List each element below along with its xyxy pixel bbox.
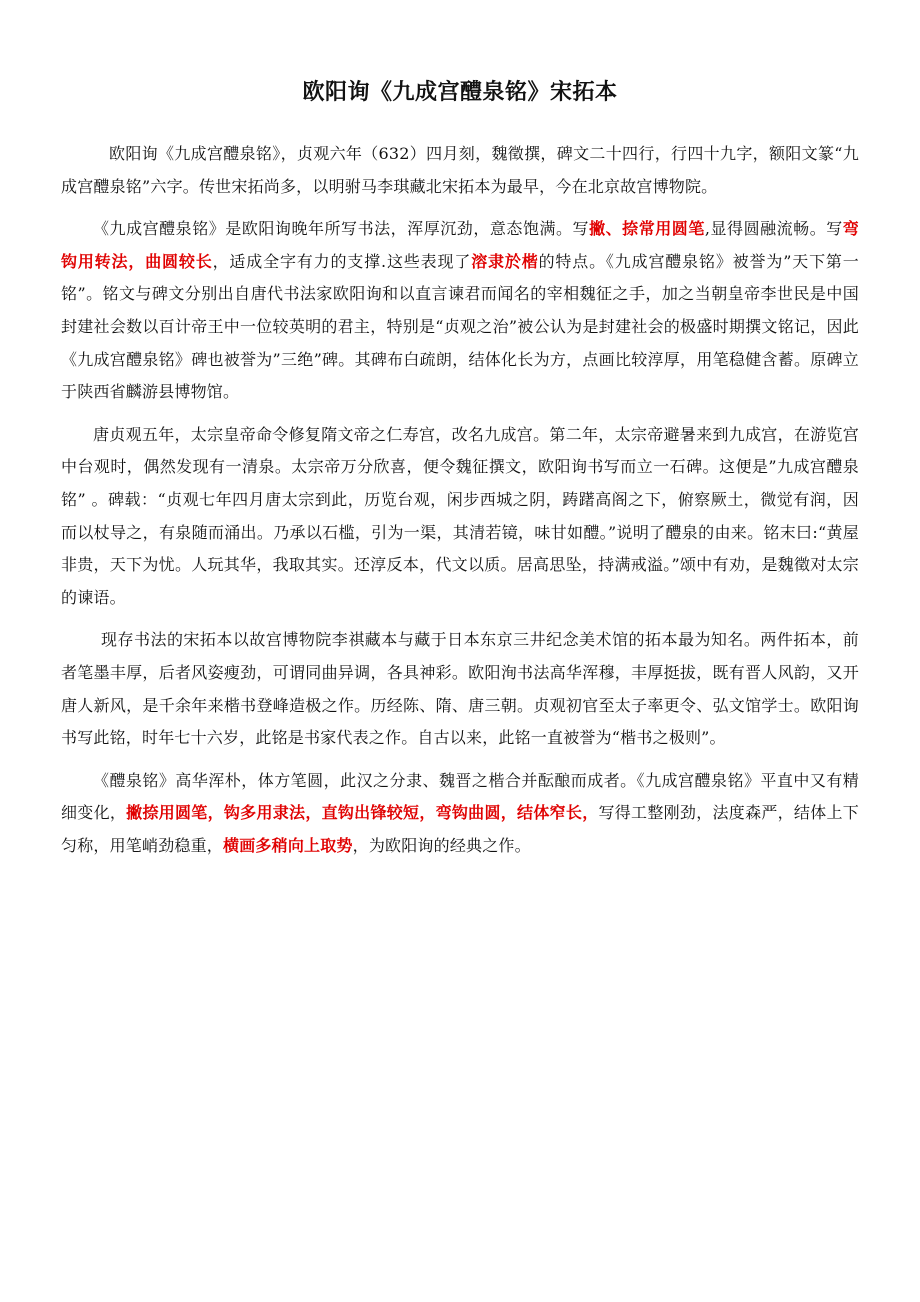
paragraph-intro: 欧阳询《九成宫醴泉铭》，贞观六年（632）四月刻，魏徵撰，碑文二十四行，行四十九字，额阳文篆“九成宫醴泉铭”六字。传世宋拓尚多，以明驸马李琪藏北宋拓本为最早，今在北京故宫博物院。 (61, 144, 859, 196)
paragraph-gap (61, 755, 859, 765)
highlight-text: 溶隶於楷 (471, 251, 539, 271)
paragraph-gap (61, 203, 859, 213)
highlight-text: 横画多稍向上取势 (223, 835, 353, 855)
document-page (61, 70, 859, 862)
text-run: 《醴泉铭》高华浑朴，体方笔圆，此汉之分隶、魏晋之楷合并酝酿而成者。《九成宫醴泉铭》平直中又有精细变化， (61, 770, 859, 823)
text-run: ，为欧阳询的经典之作。 (352, 835, 531, 855)
page-title: 欧阳询《九成宫醴泉铭》宋拓本 (302, 80, 618, 105)
paragraph-gap (61, 614, 859, 624)
paragraph-features (61, 765, 859, 863)
text-run: ，适成全字有力的支撑.这些表现了 (212, 251, 472, 271)
text-run: 的特点。《九成宫醴泉铭》被誉为”天下第一铭”。铭文与碑文分别出自唐代书法家欧阳询和以直言谏君而闻名的宰相魏征之手，加之当朝皇帝李世民是中国封建社会数以百计帝王中一位较英明的君主，特别是“贞观之治”被公认为是封建社会的极盛时期撰文铭记，因此《九成宫醴泉铭》碑也被誉为”三绝”碑。其碑布白疏朗，结体化长为方，点画比较淳厚，用笔稳健含蓄。原碑立于陕西省麟游县博物馆。 (61, 251, 859, 402)
highlight-text: 撇、捺常用圆笔 (589, 219, 705, 239)
text-run: 写得工整刚劲，法度森严，结体上下匀称，用笔峭劲稳重， (61, 803, 859, 855)
text-run: 《九成宫醴泉铭》是欧阳询晚年所写书法，浑厚沉劲，意态饱满。写 (93, 219, 590, 239)
highlight-text: 撇捺用圆笔，钩多用隶法，直钩出锋较短，弯钩曲圆，结体窄长， (126, 803, 599, 823)
paragraph-history: 唐贞观五年，太宗皇帝命令修复隋文帝之仁寿宫，改名九成宫。第二年，太宗帝避暑来到九成宫，在游览宫中台观时，偶然发现有一清泉。太宗帝万分欣喜，便令魏征撰文，欧阳询书写而立一石碑。这便是”九成宫醴泉铭” 。碑载：“贞观七年四月唐太宗到此，历览台观，闲步西城之阴，踌躇高阁之下，俯察厥土，微觉有润，因而以杖导之，有泉随而涌出。乃承以石槛，引为一渠，其清若镜，味甘如醴。”说明了醴泉的由来。铭末曰:“黄屋非贵，天下为忧。人玩其华，我取其实。还淳反本，代文以质。居高思坠，持满戒溢。”颂中有劝，是魏徵对太宗的谏语。 (61, 424, 859, 607)
paragraph-style (61, 213, 859, 409)
paragraph-gap (61, 409, 859, 419)
highlight-text: 弯钩用转法，曲圆较长 (61, 219, 859, 271)
text-run: ,显得圆融流畅。写 (704, 219, 843, 239)
paragraph-rubbings: 现存书法的宋拓本以故宫博物院李祺藏本与藏于日本东京三井纪念美术馆的拓本最为知名。两件拓本，前者笔墨丰厚，后者风姿瘦劲，可谓同曲异调，各具神彩。欧阳洵书法高华浑穆，丰厚挺拔，既有晋人风韵，又开唐人新风，是千余年来楷书登峰造极之作。历经陈、隋、唐三朝。贞观初官至太子率更令、弘文馆学士。欧阳询书写此铭，时年七十六岁，此铭是书家代表之作。自古以来，此铭一直被誉为“楷书之极则”。 (61, 630, 859, 748)
